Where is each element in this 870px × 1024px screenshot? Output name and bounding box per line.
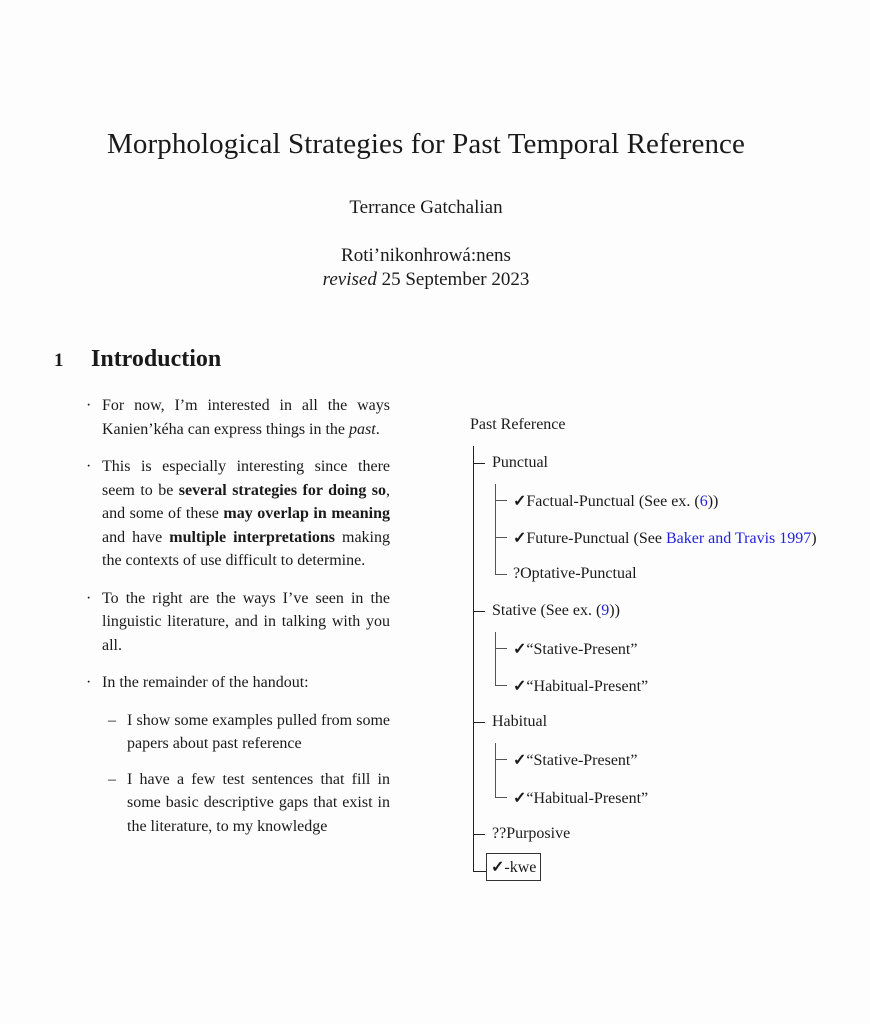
check-icon: ✓ <box>491 859 505 876</box>
node-label: Stative (See ex. ( <box>492 602 602 619</box>
list-item <box>86 455 390 573</box>
example-link[interactable]: 6 <box>699 493 708 510</box>
node-label: “Stative-Present” <box>526 641 638 658</box>
tree-trunk <box>473 446 474 871</box>
branch-connector <box>495 537 507 538</box>
bullet-text: To the right are the ways I’ve seen in the linguistic literature, and in talking with you all. <box>102 589 390 654</box>
tree-root: Past Reference <box>470 416 566 433</box>
node-habitual: Habitual <box>492 713 548 730</box>
bullet-text: , and some of these <box>102 481 390 522</box>
section-title: Introduction <box>91 346 222 372</box>
bold-text: several strategies for doing so <box>178 481 386 499</box>
affiliation: Roti’nikonhrowá:nens <box>341 245 511 266</box>
node-label: )) <box>609 602 620 619</box>
bullet-icon: · <box>86 674 92 691</box>
bullet-icon: · <box>86 589 92 607</box>
node-optative-punctual: ?Optative-Punctual <box>513 565 637 582</box>
sub-list-item <box>70 768 390 839</box>
branch-connector <box>495 648 507 649</box>
bullet-icon: · <box>86 397 92 414</box>
list-item <box>86 671 390 695</box>
section-heading <box>54 346 221 373</box>
branch-connector <box>473 871 486 872</box>
dash-icon: – <box>108 711 116 729</box>
branch-connector <box>495 797 507 798</box>
branch-connector <box>473 463 485 464</box>
list-item <box>86 587 390 658</box>
check-icon: ✓ <box>513 678 527 695</box>
branch-connector <box>473 611 485 612</box>
branch-connector <box>473 834 485 835</box>
sub-trunk <box>495 743 496 797</box>
branch-connector <box>495 759 507 760</box>
node-label: “Habitual-Present” <box>526 678 649 695</box>
date: 25 September 2023 <box>381 269 530 290</box>
check-icon: ✓ <box>513 752 527 769</box>
sub-item-text: I have a few test sentences that fill in some basic descriptive gaps that exist in the literature, to my knowledge <box>127 770 390 835</box>
revision-date <box>0 268 852 292</box>
node-label: Future-Punctual (See <box>526 530 666 547</box>
node-kwe <box>486 853 541 881</box>
node-punctual: Punctual <box>492 454 548 471</box>
dash-icon: – <box>108 770 116 788</box>
bullet-text: In the remainder of the handout: <box>102 674 309 691</box>
bullet-text: making the contexts of use difficult to determine. <box>102 528 390 569</box>
bullet-icon: · <box>86 458 92 475</box>
branch-connector <box>495 685 507 686</box>
sub-list-item <box>70 709 390 756</box>
branch-connector <box>473 722 485 723</box>
node-label: ) <box>811 530 817 547</box>
check-icon: ✓ <box>513 790 527 807</box>
sub-item-text: I show some examples pulled from some papers about past reference <box>127 711 390 752</box>
branch-connector <box>495 574 507 575</box>
node-habitual-present <box>513 676 648 696</box>
bold-text: may overlap in meaning <box>223 505 391 522</box>
node-label: Factual-Punctual (See ex. ( <box>526 493 700 510</box>
example-link[interactable]: 9 <box>601 602 610 619</box>
affiliation-block <box>0 244 852 292</box>
check-icon: ✓ <box>513 641 527 658</box>
sub-trunk <box>495 632 496 685</box>
check-icon: ✓ <box>513 530 527 547</box>
emphasis: past <box>349 420 376 438</box>
list-item <box>86 394 390 441</box>
node-label: “Stative-Present” <box>526 752 638 769</box>
branch-connector <box>495 500 507 501</box>
node-purposive: ??Purposive <box>492 825 571 842</box>
node-label: )) <box>707 493 719 510</box>
node-habitual-present <box>513 788 648 808</box>
node-factual-punctual <box>513 491 718 511</box>
bullet-text: This is especially interesting since there seem to be <box>102 458 390 499</box>
bullet-list <box>86 394 390 842</box>
node-label: -kwe <box>504 859 537 876</box>
check-icon: ✓ <box>513 493 527 510</box>
node-stative-present <box>513 750 637 770</box>
section-number: 1 <box>54 350 64 371</box>
node-stative-present <box>513 639 637 659</box>
bullet-text: . <box>375 420 380 438</box>
bullet-text: and have <box>102 528 170 546</box>
citation-link[interactable]: Baker and Travis 1997 <box>665 530 812 547</box>
node-future-punctual <box>513 528 817 548</box>
paper-title: Morphological Strategies for Past Temporal Reference <box>106 128 746 160</box>
node-stative <box>492 602 620 620</box>
revised-label: revised <box>322 269 377 290</box>
bullet-text: For now, I’m interested in all the ways Kanien’kéha can express things in the <box>102 397 390 438</box>
author-name: Terrance Gatchalian <box>349 197 503 218</box>
bold-text: multiple interpretations <box>169 528 336 546</box>
node-label: “Habitual-Present” <box>526 790 649 807</box>
sub-trunk <box>495 484 496 574</box>
